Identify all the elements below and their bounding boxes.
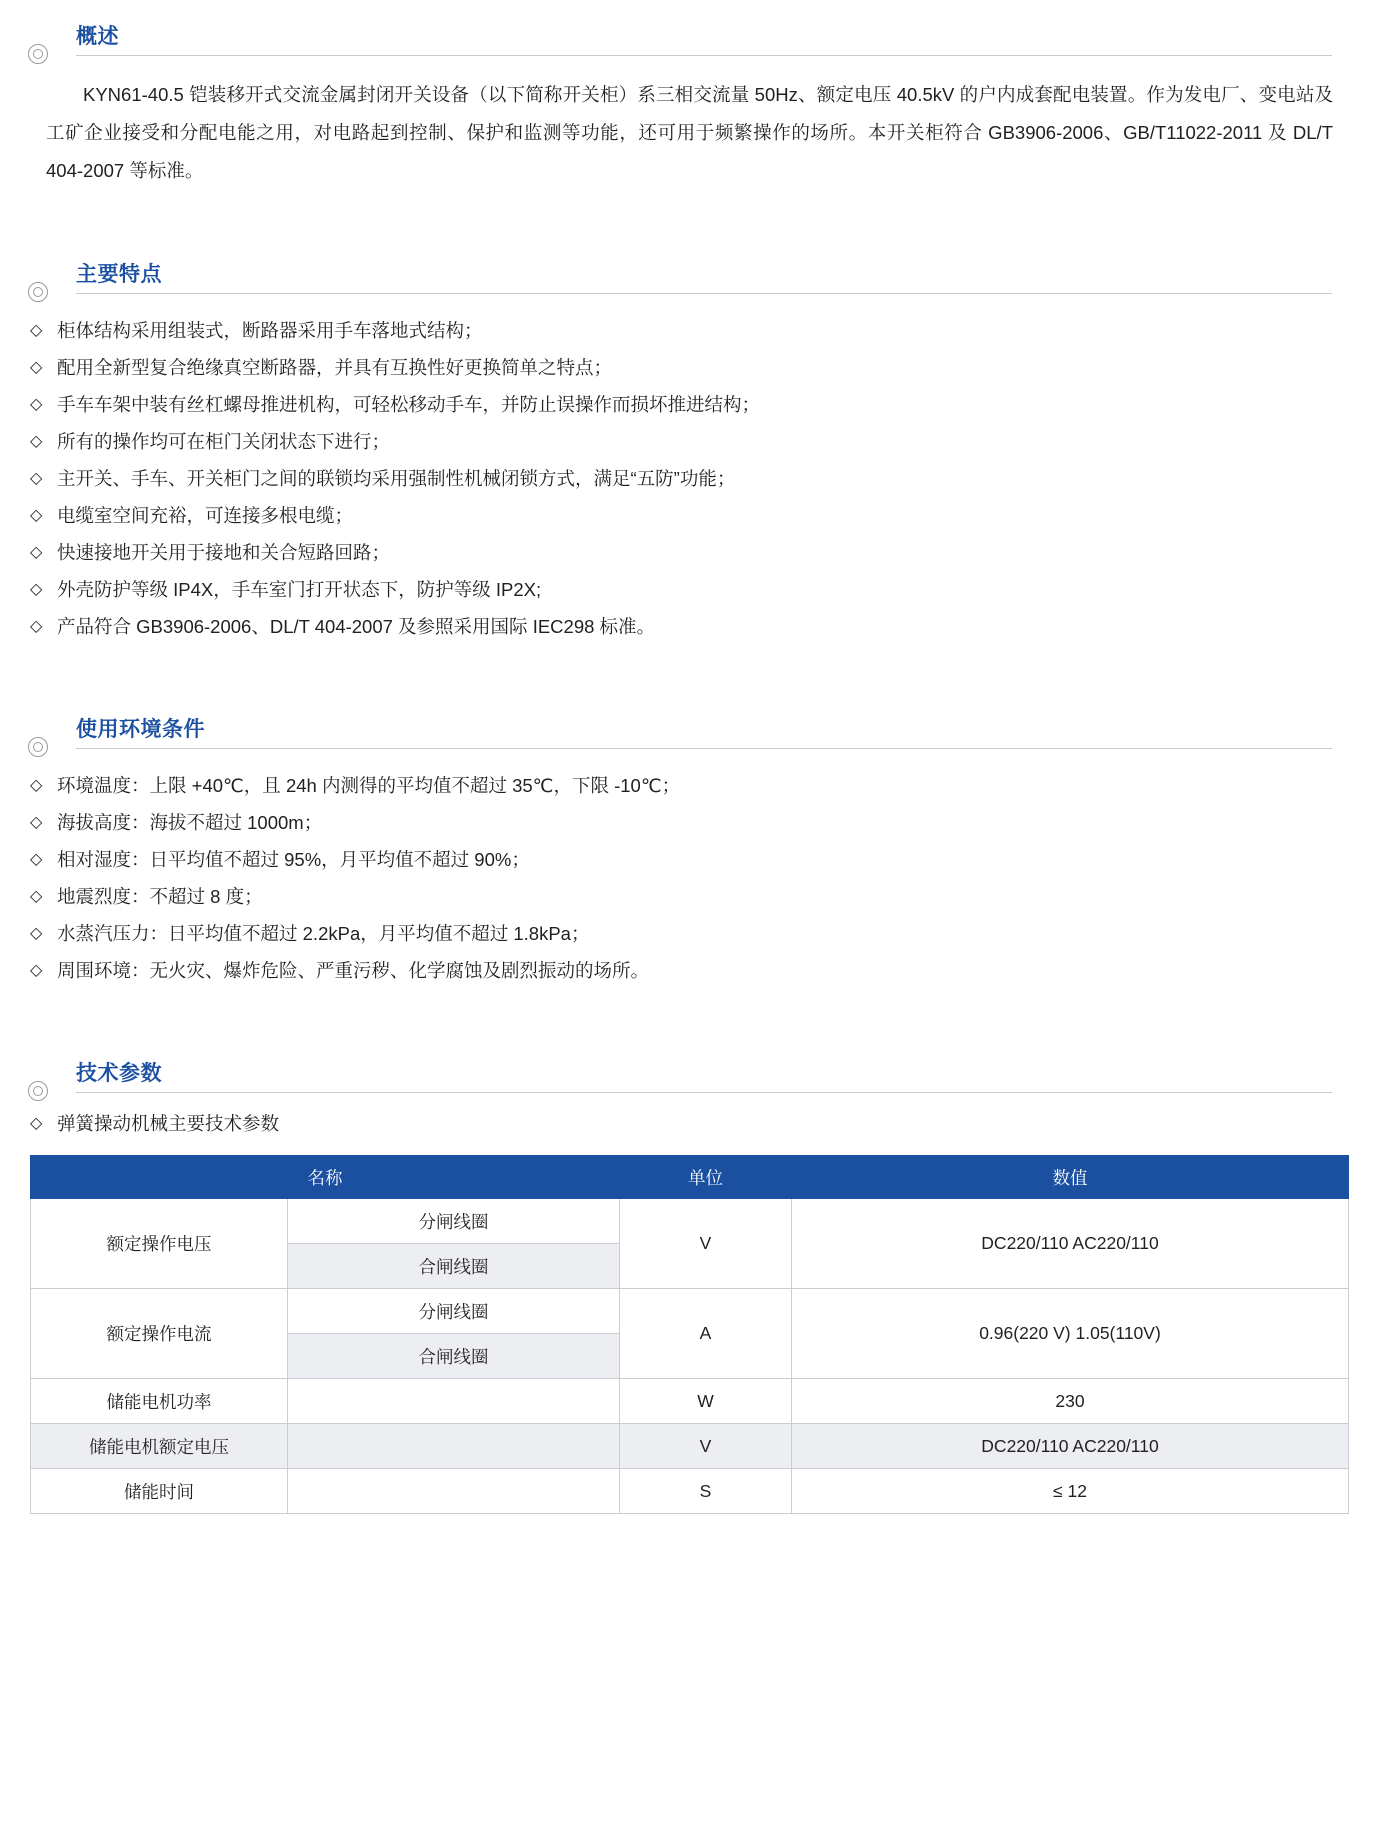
- table-header-value: 数值: [792, 1156, 1349, 1199]
- section-title-features: 主要特点: [76, 263, 162, 286]
- table-cell-subname: [288, 1424, 620, 1469]
- table-cell-name: 额定操作电流: [31, 1289, 288, 1379]
- table-cell-subname: 分闸线圈: [288, 1199, 620, 1244]
- table-cell-unit: W: [620, 1379, 792, 1424]
- diamond-bullet-icon: ◇: [30, 1115, 43, 1132]
- diamond-bullet-icon: ◇: [30, 962, 43, 979]
- list-item-text: 环境温度：上限 +40℃，且 24h 内测得的平均值不超过 35℃，下限 -10℃；: [57, 775, 681, 796]
- spacer: [28, 1003, 1345, 1055]
- table-cell-value: 230: [792, 1379, 1349, 1424]
- table-header-row: [31, 1156, 1349, 1199]
- section-divider: [76, 55, 1332, 56]
- table-row: [31, 1379, 1349, 1424]
- list-item-text: 配用全新型复合绝缘真空断路器，并具有互换性好更换简单之特点；: [57, 357, 613, 378]
- table-caption-text: 弹簧操动机械主要技术参数: [57, 1113, 280, 1134]
- list-item-text: 海拔高度：海拔不超过 1000m；: [57, 812, 323, 833]
- list-item: [28, 497, 1345, 534]
- environment-list: [28, 767, 1345, 989]
- features-list: [28, 312, 1345, 645]
- list-item: [28, 534, 1345, 571]
- table-cell-value: ≤ 12: [792, 1469, 1349, 1514]
- list-item: [28, 312, 1345, 349]
- table-cell-name: 储能电机额定电压: [31, 1424, 288, 1469]
- diamond-bullet-icon: ◇: [30, 507, 43, 524]
- diamond-bullet-icon: ◇: [30, 581, 43, 598]
- table-cell-unit: V: [620, 1424, 792, 1469]
- diamond-bullet-icon: ◇: [30, 544, 43, 561]
- list-item: [28, 915, 1345, 952]
- section-header-environment: [28, 711, 1345, 755]
- ring-marker-icon: [28, 1081, 48, 1101]
- list-item: [28, 423, 1345, 460]
- section-divider: [76, 293, 1332, 294]
- list-item-text: 快速接地开关用于接地和关合短路回路；: [57, 542, 391, 563]
- list-item: [28, 952, 1345, 989]
- list-item-text: 手车车架中装有丝杠螺母推进机构，可轻松移动手车，并防止误操作而损坏推进结构；: [57, 394, 761, 415]
- list-item-text: 地震烈度：不超过 8 度；: [57, 886, 263, 907]
- list-item: [28, 767, 1345, 804]
- table-header-unit: 单位: [620, 1156, 792, 1199]
- spacer: [28, 659, 1345, 711]
- diamond-bullet-icon: ◇: [30, 925, 43, 942]
- section-title-overview: 概述: [76, 25, 119, 48]
- diamond-bullet-icon: ◇: [30, 888, 43, 905]
- list-item: [28, 608, 1345, 645]
- table-cell-value: DC220/110 AC220/110: [792, 1424, 1349, 1469]
- table-cell-subname: [288, 1469, 620, 1514]
- diamond-bullet-icon: ◇: [30, 433, 43, 450]
- list-item: [28, 386, 1345, 423]
- table-cell-name: 储能电机功率: [31, 1379, 288, 1424]
- table-cell-unit: A: [620, 1289, 792, 1379]
- list-item: [28, 571, 1345, 608]
- table-cell-value: 0.96(220 V) 1.05(110V): [792, 1289, 1349, 1379]
- overview-paragraph: KYN61-40.5 铠装移开式交流金属封闭开关设备（以下简称开关柜）系三相交流量 50Hz、额定电压 40.5kV 的户内成套配电装置。作为发电厂、变电站及工矿企业接受和分配电能之用，对电路起到控制、保护和监测等功能，还可用于频繁操作的场所。本开关柜符合 GB3906-2006、GB/T11022-2011 及 DL/T 404-2007 等标准。: [46, 84, 1333, 181]
- table-cell-name: 储能时间: [31, 1469, 288, 1514]
- ring-marker-icon: [28, 44, 48, 64]
- section-overview: [28, 18, 1345, 190]
- table-caption: [28, 1107, 1345, 1141]
- table-row: [31, 1199, 1349, 1244]
- ring-marker-icon: [28, 282, 48, 302]
- section-title-environment: 使用环境条件: [76, 718, 205, 741]
- list-item-text: 产品符合 GB3906-2006、DL/T 404-2007 及参照采用国际 IEC298 标准。: [57, 616, 656, 637]
- diamond-bullet-icon: ◇: [30, 618, 43, 635]
- section-title-technical: 技术参数: [76, 1062, 162, 1085]
- table-header-name: 名称: [31, 1156, 620, 1199]
- list-item: [28, 878, 1345, 915]
- list-item-text: 外壳防护等级 IP4X，手车室门打开状态下，防护等级 IP2X;: [57, 579, 542, 600]
- diamond-bullet-icon: ◇: [30, 814, 43, 831]
- list-item: [28, 841, 1345, 878]
- section-divider: [76, 1092, 1332, 1093]
- section-environment: [28, 711, 1345, 989]
- table-cell-subname: [288, 1379, 620, 1424]
- list-item-text: 柜体结构采用组装式，断路器采用手车落地式结构；: [57, 320, 483, 341]
- list-item: [28, 349, 1345, 386]
- table-cell-value: DC220/110 AC220/110: [792, 1199, 1349, 1289]
- list-item: [28, 460, 1345, 497]
- list-item-text: 所有的操作均可在柜门关闭状态下进行；: [57, 431, 391, 452]
- diamond-bullet-icon: ◇: [30, 851, 43, 868]
- table-cell-subname: 分闸线圈: [288, 1289, 620, 1334]
- ring-marker-icon: [28, 737, 48, 757]
- table-row: [31, 1289, 1349, 1334]
- list-item-text: 周围环境：无火灾、爆炸危险、严重污秽、化学腐蚀及剧烈振动的场所。: [57, 960, 650, 981]
- diamond-bullet-icon: ◇: [30, 359, 43, 376]
- list-item: [28, 804, 1345, 841]
- diamond-bullet-icon: ◇: [30, 470, 43, 487]
- table-row: [31, 1469, 1349, 1514]
- table-cell-name: 额定操作电压: [31, 1199, 288, 1289]
- table-row: [31, 1424, 1349, 1469]
- list-item-text: 电缆室空间充裕，可连接多根电缆；: [57, 505, 354, 526]
- table-cell-unit: V: [620, 1199, 792, 1289]
- diamond-bullet-icon: ◇: [30, 396, 43, 413]
- diamond-bullet-icon: ◇: [30, 322, 43, 339]
- list-item-text: 主开关、手车、开关柜门之间的联锁均采用强制性机械闭锁方式，满足“五防”功能；: [57, 468, 736, 489]
- table-cell-subname: 合闸线圈: [288, 1244, 620, 1289]
- list-item-text: 相对湿度：日平均值不超过 95%，月平均值不超过 90%；: [57, 849, 530, 870]
- table-cell-subname: 合闸线圈: [288, 1334, 620, 1379]
- diamond-bullet-icon: ◇: [30, 777, 43, 794]
- section-header-features: [28, 256, 1345, 300]
- table-cell-unit: S: [620, 1469, 792, 1514]
- section-header-technical: [28, 1055, 1345, 1099]
- spacer: [28, 204, 1345, 256]
- section-features: [28, 256, 1345, 645]
- section-divider: [76, 748, 1332, 749]
- list-item-text: 水蒸汽压力：日平均值不超过 2.2kPa，月平均值不超过 1.8kPa；: [57, 923, 590, 944]
- section-technical: [28, 1055, 1345, 1514]
- section-header-overview: [28, 18, 1345, 62]
- spec-table: [30, 1155, 1349, 1514]
